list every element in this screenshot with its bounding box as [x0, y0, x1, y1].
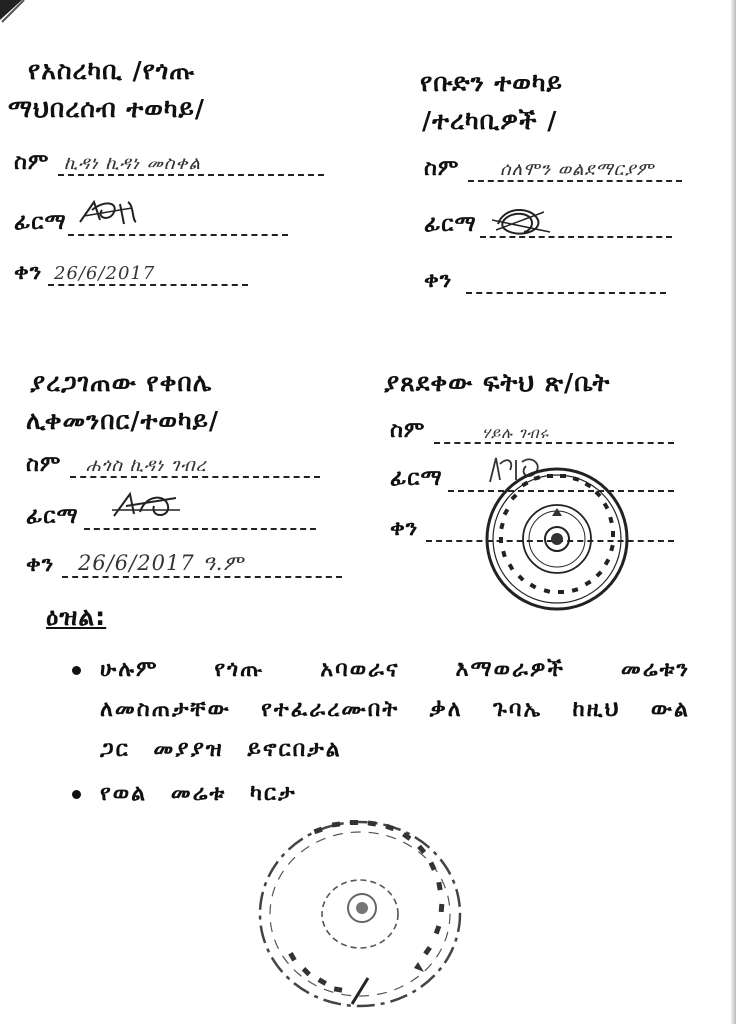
list-item — [70, 774, 690, 814]
signature-field — [424, 212, 694, 244]
date-field — [14, 260, 344, 292]
signature-scribble — [106, 488, 186, 524]
name-handwritten: ሃይሉ ገብሩ — [482, 424, 550, 442]
section-heading: ያጸደቀው ፍትህ ጽ/ቤት — [384, 368, 611, 397]
appendix-title: ዕዝል: — [46, 602, 107, 631]
signature-field — [14, 210, 344, 242]
name-label: ስም — [26, 452, 62, 477]
name-label: ስም — [424, 156, 460, 181]
page-edge-shadow — [730, 0, 736, 1024]
signature-field — [26, 504, 336, 536]
section-heading-line2: /ተረካቢዎች / — [422, 106, 558, 135]
appendix-list — [70, 650, 690, 814]
signature-label: ፊርማ — [390, 466, 443, 491]
name-handwritten: ሰለሞን ወልደማርያም — [500, 159, 655, 180]
signature-scribble — [488, 202, 558, 242]
name-label: ስም — [390, 418, 426, 443]
group-representative-block — [420, 64, 710, 304]
corner-shadow — [0, 0, 60, 40]
section-heading: ያረጋገጠው የቀበሌ — [30, 368, 213, 397]
date-handwritten: 26/6/2017 — [54, 263, 156, 284]
date-handwritten: 26/6/2017 ዓ.ም — [78, 551, 245, 575]
signature-scribble — [74, 196, 144, 230]
date-field — [424, 268, 694, 300]
list-item-text: ሁሉም የጎጡ አባወራና እማወራዎች መሬቱን ለመስጠታቸው የተፈራረሙበት ቃለ ጉባኤ ከዚህ ውል ጋር መያያዝ ይኖርበታል — [100, 657, 690, 762]
bullet-icon — [72, 666, 81, 675]
name-label: ስም — [14, 150, 50, 175]
signature-label: ፊርማ — [424, 212, 477, 237]
date-label: ቀን — [26, 552, 55, 577]
name-handwritten: ኪዳነ ኪዳነ መስቀል — [64, 153, 201, 174]
date-label: ቀን — [390, 516, 419, 541]
name-field — [390, 418, 680, 450]
handover-representative-block — [8, 52, 368, 292]
section-heading: የቡድን ተወካይ — [420, 68, 563, 97]
date-label: ቀን — [424, 268, 453, 293]
section-heading-line2: ማህበረሰብ ተወካይ/ — [8, 94, 206, 123]
name-field — [424, 156, 694, 188]
list-item — [70, 650, 690, 770]
date-field — [26, 552, 356, 584]
kebele-stamp-seal — [248, 812, 468, 1012]
signature-label: ፊርማ — [14, 210, 67, 235]
signature-label: ፊርማ — [26, 504, 79, 529]
list-item-text: የወል መሬቱ ካርታ — [100, 781, 297, 806]
name-handwritten: ሐጎስ ኪዳነ ገብረ — [86, 455, 207, 476]
name-field — [26, 452, 336, 484]
section-heading-line2: ሊቀመንበር/ተወካይ/ — [26, 406, 220, 435]
date-label: ቀን — [14, 260, 43, 285]
section-heading: የአስረካቢ /የጎጡ — [28, 56, 196, 85]
official-stamp-seal — [482, 464, 632, 614]
kebele-chairman-block — [26, 364, 370, 594]
name-field — [14, 150, 344, 182]
bullet-icon — [72, 790, 81, 799]
